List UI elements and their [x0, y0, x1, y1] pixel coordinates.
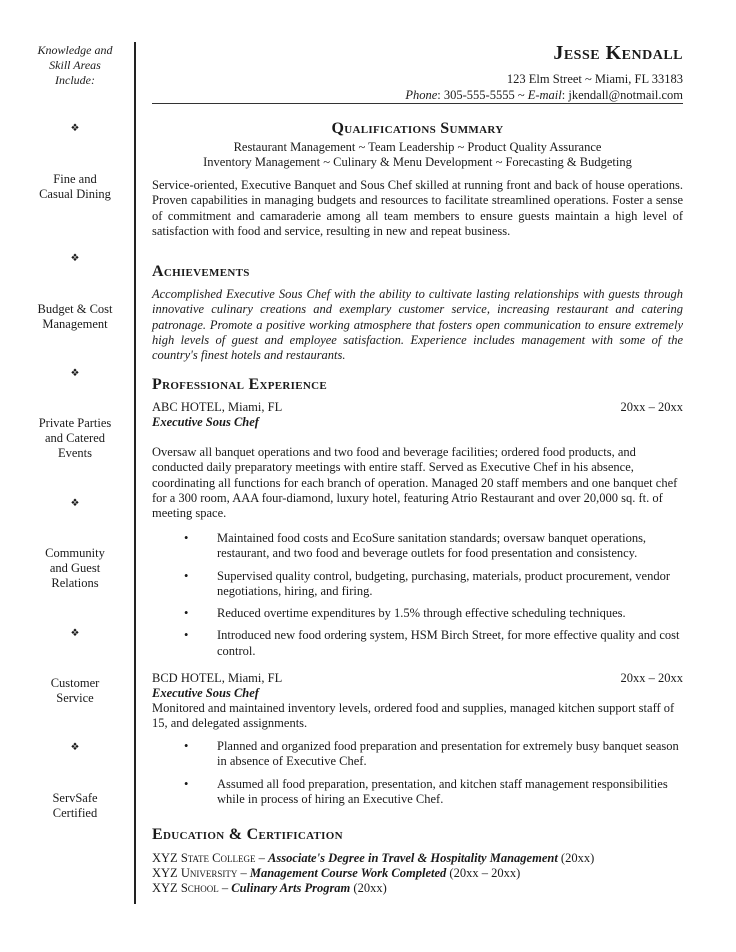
job-bullets — [184, 739, 684, 814]
employer: ABC HOTEL, Miami, FL — [152, 400, 283, 414]
employer: BCD HOTEL, Miami, FL — [152, 671, 283, 685]
bullet-item: • Introduced new food ordering system, HSM Birch Street, for more effective quality and cost control. — [184, 628, 680, 658]
qualifications-keywords-1: Restaurant Management ~ Team Leadership ~ Product Quality Assurance — [233, 140, 602, 154]
job-dates: 20xx – 20xx — [620, 400, 683, 414]
ornament-icon: ❖ — [70, 368, 80, 379]
job-description: Oversaw all banquet operations and two food and beverage facilities; ordered food products, and conducted daily preparatory meetings with entire staff. Served as Executive Chef in his absence, coordinating all functions for each branch of operation. Managed 20 staff members and one banquet chef for a 300 room, AAA four-diamond, luxury hotel, featuring Atrio Restaurant and over 20,000 sq. ft. of meeting space. — [152, 445, 678, 521]
bullet-item: • Supervised quality control, budgeting, purchasing, materials, product procurement, vendor negotiations, hiring, and firing. — [184, 568, 671, 598]
section-heading-experience: Professional Experience — [152, 376, 327, 393]
section-heading-achievements: Achievements — [152, 263, 250, 280]
achievements-text: Accomplished Executive Sous Chef with the ability to cultivate lasting relationships with guests through innovative culinary creations and exemplary customer service, increasing restaurant and catering patronage. Promote a positive working atmosphere that fosters open communication to ensure extremely high levels of guest and employee satisfaction. Experience includes management with some of the country's finest hotels and restaurants. — [152, 287, 683, 363]
job-header — [152, 400, 683, 415]
job-header — [152, 671, 683, 686]
sidebar-item-fine-dining: Fine and Casual Dining — [39, 172, 111, 201]
job-dates: 20xx – 20xx — [620, 671, 683, 685]
sidebar-intro-line: Knowledge and — [37, 43, 113, 57]
ornament-icon: ❖ — [70, 123, 80, 134]
bullet-item: • Assumed all food preparation, presentation, and kitchen staff management responsibilities while in process of hiring an Executive Chef. — [184, 776, 668, 806]
job-title: Executive Sous Chef — [152, 415, 259, 429]
section-heading-education: Education & Certification — [152, 826, 343, 843]
sidebar-intro-line: Include: — [55, 73, 95, 87]
ornament-icon: ❖ — [70, 253, 80, 264]
sidebar-divider — [134, 42, 136, 904]
education-entry: XYZ School – Culinary Arts Program (20xx) — [152, 881, 387, 895]
qualifications-summary: Service-oriented, Executive Banquet and Sous Chef skilled at running front and back of house operations. Proven capabilities in managing budgets and resources to facilitate streamlined operations. Foster a sense of commitment and camaraderie among all team members to ensure guests maintain a high level of satisfaction with food and service, resulting in new and repeat business. — [152, 178, 683, 238]
sidebar-item-community: Community and Guest Relations — [45, 546, 105, 590]
education-entry: XYZ State College – Associate's Degree in Travel & Hospitality Management (20xx) — [152, 851, 595, 865]
bullet-item: • Reduced overtime expenditures by 1.5% through effective scheduling techniques. — [184, 606, 626, 621]
address: 123 Elm Street ~ Miami, FL 33183 — [506, 72, 683, 86]
sidebar-item-customer-service: Customer Service — [50, 676, 100, 705]
bullet-item: • Planned and organized food preparation and presentation for extremely busy banquet season in absence of Executive Chef. — [184, 739, 679, 769]
sidebar-item-servsafe: ServSafe Certified — [52, 791, 98, 820]
qualifications-keywords-2: Inventory Management ~ Culinary & Menu Development ~ Forecasting & Budgeting — [203, 155, 632, 169]
email-link[interactable]: jkendall@notmail.com — [568, 88, 683, 102]
job-bullets — [184, 531, 684, 666]
sidebar-intro-line: Skill Areas — [49, 58, 101, 72]
ornament-icon: ❖ — [70, 498, 80, 509]
job-title: Executive Sous Chef — [152, 686, 259, 700]
candidate-name: Jesse Kendall — [553, 42, 683, 64]
bullet-item: • Maintained food costs and EcoSure sanitation standards; oversaw banquet operations, restaurant, and two food and beverage outlets for food presentation and consistency. — [184, 531, 647, 561]
header-divider — [152, 103, 683, 104]
sidebar-item-budget: Budget & Cost Management — [37, 302, 113, 331]
phone-label: Phone — [405, 88, 438, 102]
sidebar-item-private-parties: Private Parties and Catered Events — [38, 416, 112, 460]
ornament-icon: ❖ — [70, 742, 80, 753]
ornament-icon: ❖ — [70, 628, 80, 639]
sidebar-intro — [0, 43, 150, 88]
job-description: Monitored and maintained inventory levels, ordered food and supplies, managed kitchen support staff of 15, and delegated assignments. — [152, 701, 675, 731]
email-label: E-mail — [527, 88, 562, 102]
phone: 305-555-5555 — [443, 88, 515, 102]
section-heading-qualifications: Qualifications Summary — [331, 120, 504, 137]
education-entry: XYZ University – Management Course Work Completed (20xx – 20xx) — [152, 866, 521, 880]
contact-line: Phone: 305-555-5555 ~ E-mail: jkendall@notmail.com — [405, 88, 683, 102]
